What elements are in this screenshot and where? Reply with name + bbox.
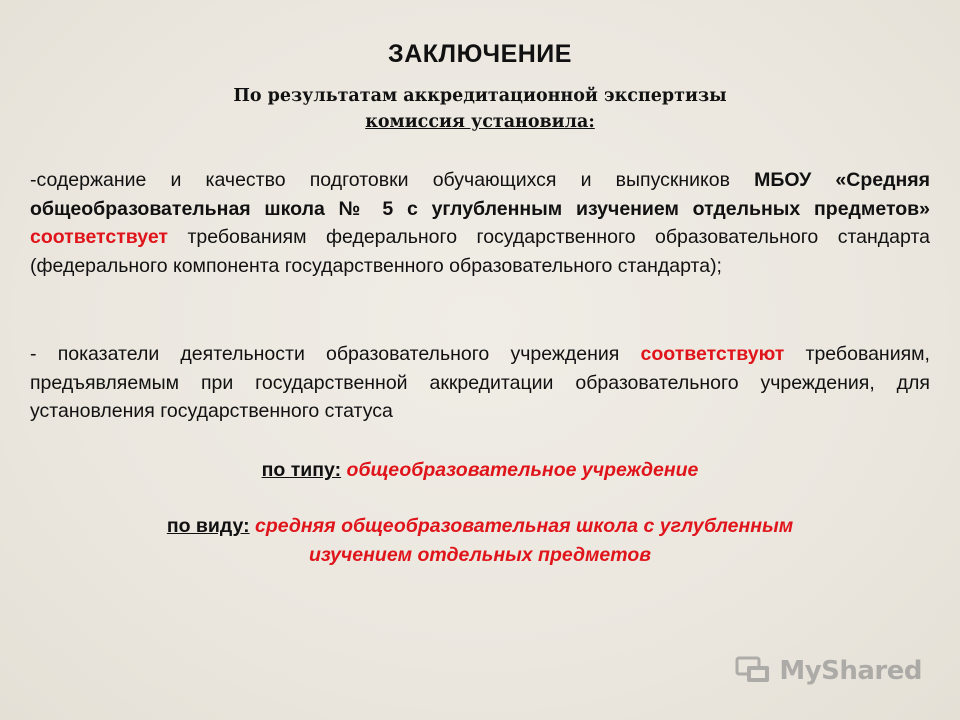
- p1-verdict: соответствует: [30, 226, 168, 248]
- subtitle-line-2: комиссия установила:: [365, 112, 595, 132]
- watermark-logo: [735, 654, 922, 688]
- subtitle: [0, 83, 960, 135]
- p2-verdict: соответствуют: [640, 343, 785, 365]
- paragraph-performance: [30, 340, 930, 426]
- type-label: по типу:: [261, 459, 342, 481]
- kind-line: [0, 512, 960, 570]
- kind-value-line-1: средняя общеобразовательная школа с углубленным: [255, 515, 794, 537]
- p1-lead: -содержание и качество подготовки обучающихся и выпускников: [30, 169, 755, 191]
- watermark-text: MyShared: [779, 656, 922, 686]
- slides-icon: [735, 654, 773, 688]
- type-value: общеобразовательное учреждение: [346, 459, 699, 481]
- kind-label: по виду:: [166, 515, 250, 537]
- p1-school-name: МБОУ «Средняя общеобразовательная школа № 5 с углубленным изучением отдельных предметов»: [30, 169, 930, 220]
- page-title: ЗАКЛЮЧЕНИЕ: [388, 40, 572, 68]
- kind-value-line-2: изучением отдельных предметов: [308, 544, 652, 566]
- paragraph-quality: [30, 166, 930, 280]
- subtitle-line-1: По результатам аккредитационной экспертизы: [233, 86, 727, 106]
- p2-tail: требованиям, предъявляемым при государственной аккредитации образовательного учреждения, для установления государственного статуса: [30, 343, 930, 422]
- type-line: [0, 456, 960, 485]
- p2-lead: - показатели деятельности образовательного учреждения: [30, 343, 641, 365]
- p1-tail: требованиям федерального государственного образовательного стандарта (федерального компонента государственного образовательного стандарта);: [30, 226, 930, 277]
